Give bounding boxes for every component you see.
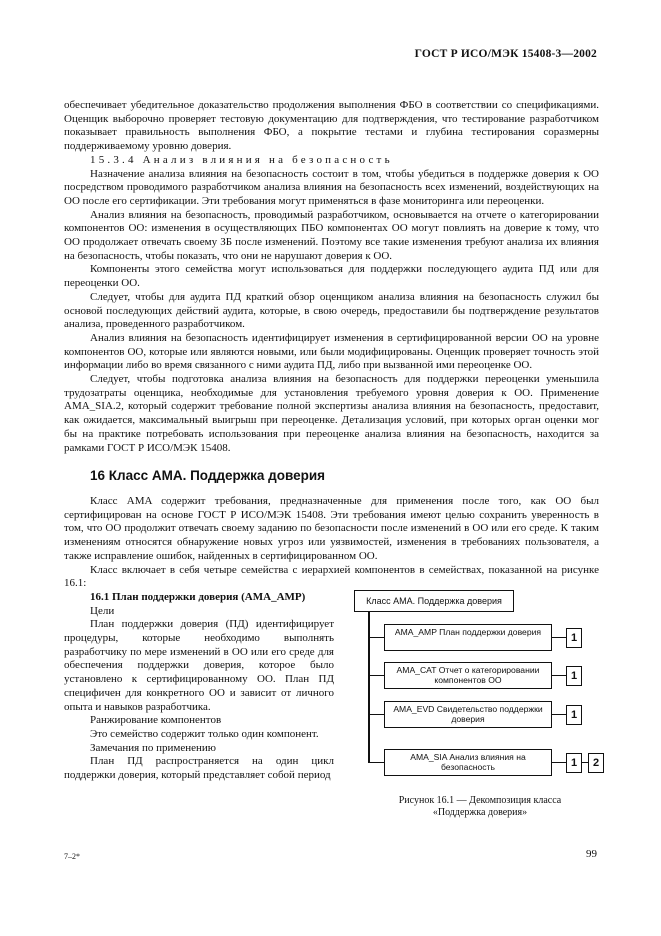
- paragraph: Класс включает в себя четыре семейства с иерархией компонентов в семействах, показанной на рисунке 16.1:: [64, 563, 599, 590]
- section-16-heading: 16 Класс AMA. Поддержка доверия: [90, 468, 326, 484]
- paragraph: Анализ влияния на безопасность идентифицирует изменения в сертифицированной версии ОО на уровне компонентов ОО, которые или являются новыми, или были модифицированы. Оценщик проверяет точность этой информации либо во время связанного с ними аудита ПД, либо при вызванной ими переоценке ОО.: [64, 331, 599, 372]
- connector-line: [368, 637, 384, 639]
- left-column: [64, 591, 334, 783]
- connector-line: [552, 675, 566, 677]
- page-number: 99: [586, 848, 597, 860]
- paragraph: Это семейство содержит только один компонент.: [90, 727, 319, 740]
- connector-line: [368, 675, 384, 677]
- connector-line: [368, 762, 384, 764]
- connector-line: [552, 714, 566, 716]
- subheading-goals: Цели: [90, 604, 115, 617]
- level-box: 1: [566, 628, 582, 648]
- page-header: ГОСТ Р ИСО/МЭК 15408-3—2002: [414, 48, 597, 60]
- level-box: 1: [566, 666, 582, 686]
- figure-caption: [369, 795, 591, 819]
- figure-caption-line: «Поддержка доверия»: [432, 806, 528, 818]
- family-box-ama-sia: AMA_SIA Анализ влияния на безопасность: [384, 749, 552, 776]
- connector-line: [552, 762, 566, 764]
- subheading-ranking: Ранжирование компонентов: [90, 714, 222, 727]
- subsection-heading: 15.3.4 Анализ влияния на безопасность: [90, 153, 393, 166]
- paragraph: обеспечивает убедительное доказательство продолжения выполнения ФБО в соответствии со спецификациями. Оценщик выборочно проверяет тестовую документацию для подтверждения, что тестирование разработчиком показывает правильность выполнения ФБО, а покрытие тестами и глубина тестирования соразмерны поддерживаемому уровню доверия.: [64, 99, 599, 153]
- family-box-ama-evd: AMA_EVD Свидетельство поддержки доверия: [384, 701, 552, 728]
- paragraph: План ПД распространяется на один цикл поддержки доверия, который представляет собой период: [64, 755, 334, 782]
- body-text: [64, 99, 599, 821]
- level-box: 1: [566, 753, 582, 773]
- tree-trunk-line: [368, 612, 370, 763]
- figure-caption-line: Рисунок 16.1 — Декомпозиция класса: [398, 794, 562, 806]
- two-column-block: [64, 591, 599, 821]
- paragraph: Компоненты этого семейства могут использоваться для поддержки последующего аудита ПД или для переоценки ОО.: [64, 263, 599, 290]
- paragraph: Назначение анализа влияния на безопасность состоит в том, чтобы убедиться в поддержке доверия к ОО посредством проводимого разработчиком анализа влияния на безопасность всех изменений, воздействующих на ОО после его сертификации. Эти требования могут применяться в фазе мониторинга или переоценки.: [64, 167, 599, 207]
- paragraph: Следует, чтобы подготовка анализа влияния на безопасность для поддержки переоценки уменьшила трудозатраты оценщика, необходимые для установления требуемого уровня доверия к ОО. Применение AMA_SIA.2, который содержит требование полной экспертизы анализа влияния на безопасность, предоставит, как ожидается, максимальный выигрыш при переоценке. Детализация условий, при которых орган оценки мог бы на практике потребовать использования при переоценке анализа влияния на безопасность, находится за рамками ГОСТ Р ИСО/МЭК 15408.: [64, 373, 599, 454]
- level-box: 1: [566, 705, 582, 725]
- connector-line: [368, 714, 384, 716]
- connector-line: [552, 637, 566, 639]
- family-box-ama-amp: AMA_AMP План поддержки доверия: [384, 624, 552, 651]
- subsection-heading-ama-amp: 16.1 План поддержки доверия (AMA_AMP): [90, 590, 306, 603]
- paragraph: План поддержки доверия (ПД) идентифицирует процедуры, которые необходимо выполнять разработчику по мере изменений в ОО или его среде для обеспечения поддержки доверия, которое было установлено к сертифицированному ОО. План ПД специфичен для конкретного ОО и зависит от личного опыта и навыков разработчика.: [64, 618, 334, 713]
- paragraph: Анализ влияния на безопасность, проводимый разработчиком, основывается на отчете о категорировании компонентов ОО: изменения в осуществляющих ПБО компонентах ОО могут повлиять на доверие к тому, что ОО продолжает отвечать своему ЗБ после изменений. Поэтому все такие изменения требуют анализа их влияния на безопасность, чтобы показать, что они не нарушают доверия к ОО.: [64, 208, 599, 262]
- subheading-notes: Замечания по применению: [90, 741, 216, 754]
- footer-mark: 7–2*: [64, 852, 80, 861]
- paragraph: Класс AMA содержит требования, предназначенные для применения после того, как ОО был сертифицирован на основе ГОСТ Р ИСО/МЭК 15408. Эти требования имеют целью сохранить уверенность в том, что ОО продолжит отвечать своему заданию по безопасности после изменений в ОО или его среде. К таким изменениям относятся обнаружение новых угроз или уязвимостей, изменения в требованиях пользователя, а также исправление ошибок, найденных в сертифицированном ОО.: [64, 494, 599, 562]
- class-box: Класс AMA. Поддержка доверия: [354, 590, 514, 612]
- figure-16-1-diagram: [354, 590, 604, 790]
- family-box-ama-cat: AMA_CAT Отчет о категорировании компонентов ОО: [384, 662, 552, 689]
- level-box: 2: [588, 753, 604, 773]
- paragraph: Следует, чтобы для аудита ПД краткий обзор оценщиком анализа влияния на безопасность служил бы основой последующих действий аудита, которые, в свою очередь, предоставили бы подтверждение результатов анализа, проведенного разработчиком.: [64, 290, 599, 331]
